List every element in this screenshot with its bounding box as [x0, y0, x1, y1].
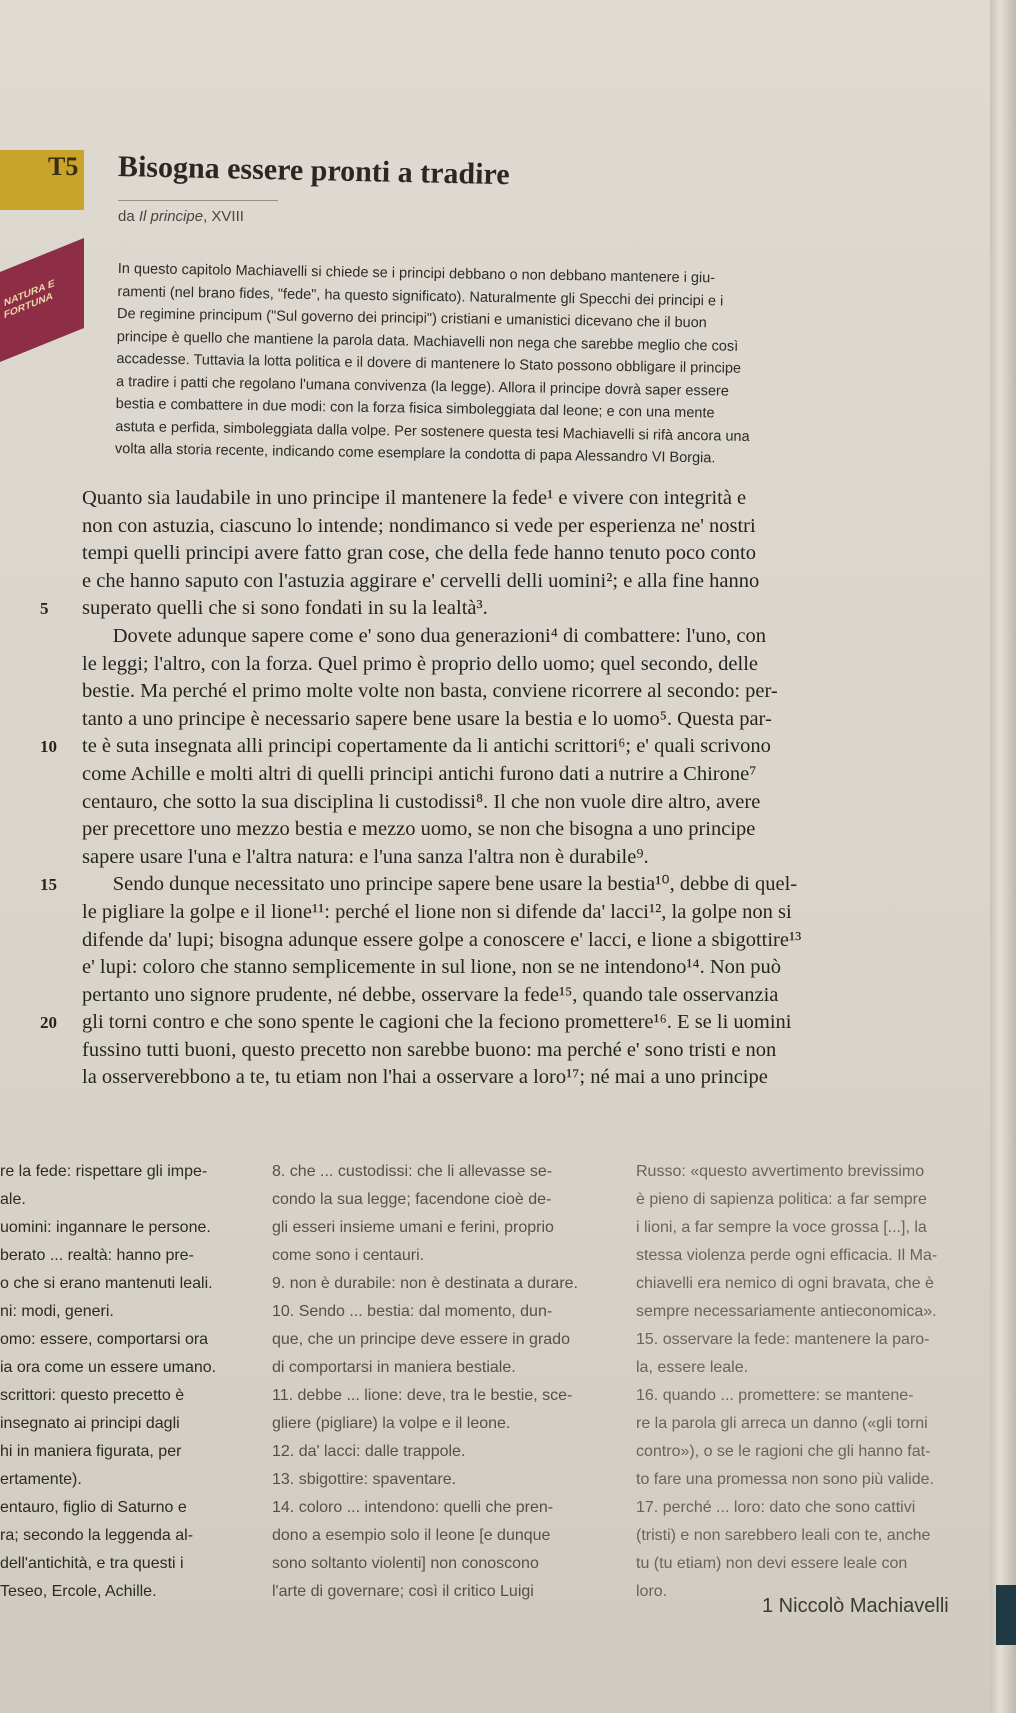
notes-column-1	[0, 1158, 270, 1606]
line-text: tempi quelli principi avere fatto gran cose, che della fede hanno tenuto poco conto	[82, 542, 756, 565]
note-line: ale.	[0, 1191, 26, 1208]
note-line: tu (tu etiam) non devi essere leale con	[636, 1555, 908, 1572]
line-number	[40, 789, 82, 817]
note-line: 9. non è durabile: non è destinata a durare.	[272, 1275, 578, 1292]
text-line	[40, 540, 940, 568]
text-line	[40, 899, 940, 927]
line-number	[40, 706, 82, 734]
note-line: insegnato ai principi dagli	[0, 1415, 180, 1432]
note-line: 12. da' lacci: dalle trappole.	[272, 1443, 466, 1460]
line-number	[40, 1064, 82, 1092]
note-line: ia ora come un essere umano.	[0, 1359, 217, 1376]
source-line	[118, 208, 244, 225]
note-line: 11. debbe ... lione: deve, tra le bestie, sce-	[272, 1387, 573, 1404]
intro-line: volta alla storia recente, indicando come esemplare la condotta di papa Alessandro VI Borgia.	[114, 440, 716, 467]
text-line	[40, 678, 940, 706]
note-line: 17. perché ... loro: dato che sono cattivi	[636, 1499, 916, 1516]
line-text: gli torni contro e che sono spente le cagioni che la feciono promettere¹⁶. E se li uomini	[82, 1011, 792, 1034]
line-text: e' lupi: coloro che stanno semplicemente in sul lione, non se ne intendono¹⁴. Non può	[82, 956, 782, 979]
note-line: hi in maniera figurata, per	[0, 1443, 182, 1460]
line-number	[40, 816, 82, 844]
line-text: difende da' lupi; bisogna adunque essere golpe a conoscere e' lacci, e lione a sbigottire¹³	[82, 928, 802, 951]
note-line: 14. coloro ... intendono: quelli che pren-	[272, 1499, 554, 1516]
source-work: Il principe	[138, 208, 204, 225]
line-number: 20	[40, 1013, 57, 1033]
note-line: loro.	[636, 1583, 668, 1600]
note-line: condo la sua legge; facendone cioè de-	[272, 1191, 552, 1208]
text-line	[40, 623, 940, 651]
line-text: sapere usare l'una e l'altra natura: e l'una sanza l'altra non è durabile⁹.	[82, 845, 649, 868]
note-line: que, che un principe deve essere in grado	[272, 1331, 570, 1348]
note-line: sempre necessariamente antieconomica».	[636, 1303, 937, 1320]
line-text: e che hanno saputo con l'astuzia aggirare e' cervelli delli uomini²; e alla fine hanno	[82, 569, 760, 592]
note-line: 16. quando ... promettere: se mantene-	[636, 1387, 914, 1404]
note-line: contro»), o se le ragioni che gli hanno fat-	[636, 1443, 931, 1460]
line-number	[40, 844, 82, 872]
note-line: Teseo, Ercole, Achille.	[0, 1583, 157, 1600]
line-number	[40, 927, 82, 955]
note-line: omo: essere, comportarsi ora	[0, 1331, 209, 1348]
text-line	[40, 1037, 940, 1065]
line-number	[40, 954, 82, 982]
note-line: Russo: «questo avvertimento brevissimo	[636, 1163, 925, 1180]
source-suffix: , XVIII	[203, 208, 244, 225]
text-line	[40, 485, 940, 513]
line-text: la osserverebbono a te, tu etiam non l'hai a osservare a loro¹⁷; né mai a uno principe	[82, 1066, 768, 1089]
line-number: 5	[40, 599, 49, 619]
line-number	[40, 623, 82, 651]
intro-paragraph	[115, 258, 918, 473]
intro-line: ramenti (nel brano fides, "fede", ha questo significato). Naturalmente gli Specchi dei principi e i	[117, 283, 724, 310]
note-line: la, essere leale.	[636, 1359, 749, 1376]
page-title: Bisogna essere pronti a tradire	[117, 150, 510, 192]
line-text: bestie. Ma perché el primo molte volte non basta, conviene ricorrere al secondo: per-	[82, 680, 778, 703]
note-line: chiavelli era nemico di ogni bravata, che è	[636, 1275, 934, 1292]
text-line	[40, 568, 940, 596]
line-text: per precettore uno mezzo bestia e mezzo uomo, se non che bisogna a uno principe	[82, 818, 756, 841]
line-number	[40, 513, 82, 541]
text-line	[40, 1064, 940, 1092]
intro-line: principe è quello che mantiene la parola data. Machiavelli non nega che sarebbe meglio che così	[116, 328, 739, 355]
note-line: ra; secondo la leggenda al-	[0, 1527, 194, 1544]
note-line: entauro, figlio di Saturno e	[0, 1499, 187, 1516]
note-line: ni: modi, generi.	[0, 1303, 114, 1320]
line-text: te è suta insegnata alli principi copertamente da li antichi scrittori⁶; e' quali scrivono	[82, 735, 771, 758]
text-line	[40, 1009, 940, 1037]
line-number	[40, 540, 82, 568]
text-line	[40, 651, 940, 679]
line-number	[40, 568, 82, 596]
main-text	[40, 485, 940, 1092]
text-line	[40, 595, 940, 623]
line-number	[40, 678, 82, 706]
text-line	[40, 513, 940, 541]
title-divider	[118, 200, 278, 201]
note-line: uomini: ingannare le persone.	[0, 1219, 211, 1236]
text-line	[40, 733, 940, 761]
line-number	[40, 761, 82, 789]
notes-column-3	[636, 1158, 996, 1606]
section-number: T5	[48, 152, 79, 181]
note-line: scrittori: questo precetto è	[0, 1387, 185, 1404]
intro-line: a tradire i patti che regolano l'umana convivenza (la legge). Allora il principe dovrà saper essere	[115, 373, 730, 400]
text-line	[40, 982, 940, 1010]
line-number	[40, 1037, 82, 1065]
line-text: Quanto sia laudabile in uno principe il mantenere la fede¹ e vivere con integrità e	[82, 487, 747, 509]
line-text: non con astuzia, ciascuno lo intende; nondimanco si vede per esperienza ne' nostri	[82, 514, 756, 537]
note-line: re la parola gli arreca un danno («gli torni	[636, 1415, 928, 1432]
note-line: 8. che ... custodissi: che li allevasse se-	[272, 1163, 553, 1180]
note-line: 15. osservare la fede: mantenere la paro-	[636, 1331, 930, 1348]
running-footer: 1 Niccolò Machiavelli	[762, 1595, 949, 1617]
text-line	[40, 927, 940, 955]
intro-line: astuta e perfida, simboleggiata dalla volpe. Per sostenere questa tesi Machiavelli si rifà ancora una	[115, 418, 750, 445]
note-line: ertamente).	[0, 1471, 82, 1488]
text-line	[40, 844, 940, 872]
line-text: le leggi; l'altro, con la forza. Quel primo è proprio dello uomo; quel secondo, delle	[82, 652, 759, 675]
line-number: 10	[40, 737, 57, 757]
note-line: (tristi) e non sarebbero leali con te, anche	[636, 1527, 931, 1544]
text-line	[40, 816, 940, 844]
note-line: 13. sbigottire: spaventare.	[272, 1471, 457, 1488]
note-line: dono a esempio solo il leone [e dunque	[272, 1527, 551, 1544]
line-number	[40, 982, 82, 1010]
source-prefix: da	[118, 208, 139, 225]
line-text: tanto a uno principe è necessario sapere bene usare la bestia e lo uomo⁵. Questa par-	[82, 707, 772, 730]
note-line: gliere (pigliare) la volpe e il leone.	[272, 1415, 511, 1432]
line-number	[40, 485, 82, 513]
text-line	[40, 789, 940, 817]
note-line: re la fede: rispettare gli impe-	[0, 1163, 208, 1180]
theme-ribbon: NATURA E FORTUNA	[0, 238, 84, 362]
note-line: di comportarsi in maniera bestiale.	[272, 1359, 516, 1376]
note-line: come sono i centauri.	[272, 1247, 425, 1264]
note-line: o che si erano mantenuti leali.	[0, 1275, 213, 1292]
note-line: l'arte di governare; così il critico Luigi	[272, 1583, 534, 1600]
note-line: sono soltanto violenti] non conoscono	[272, 1555, 539, 1572]
line-text: Dovete adunque sapere come e' sono dua generazioni⁴ di combattere: l'uno, con	[82, 624, 766, 647]
text-line	[40, 706, 940, 734]
note-line: gli esseri insieme umani e ferini, proprio	[272, 1219, 554, 1236]
note-line: berato ... realtà: hanno pre-	[0, 1247, 194, 1264]
line-text: Sendo dunque necessitato uno principe sapere bene usare la bestia¹⁰, debbe di quel-	[82, 873, 798, 896]
line-number	[40, 651, 82, 679]
line-number	[40, 899, 82, 927]
line-text: fussino tutti buoni, questo precetto non sarebbe buono: ma perché e' sono tristi e non	[82, 1038, 777, 1061]
note-line: to fare una promessa non sono più valide.	[636, 1471, 934, 1488]
line-text: centauro, che sotto la sua disciplina li custodissi⁸. Il che non vuole dire altro, avere	[82, 790, 761, 813]
note-line: i lioni, a far sempre la voce grossa [...], la	[636, 1219, 927, 1236]
line-number: 15	[40, 875, 57, 895]
line-text: le pigliare la golpe e il lione¹¹: perché el lione non si difende da' lacci¹², la golpe non si	[82, 900, 792, 923]
intro-line: accadesse. Tuttavia la lotta politica e il dovere di mantenere lo Stato possono obbligare il principe	[116, 350, 742, 377]
intro-line: bestia e combattere in due modi: con la forza fisica simboleggiata dal leone; e con una mente	[115, 395, 715, 422]
note-line: 10. Sendo ... bestia: dal momento, dun-	[272, 1303, 553, 1320]
text-line	[40, 871, 940, 899]
intro-line: In questo capitolo Machiavelli si chiede se i principi debbano o non debbano mantenere i giu-	[117, 260, 716, 287]
line-text: pertanto uno signore prudente, né debbe, osservare la fede¹⁵, quando tale osservanzia	[82, 983, 779, 1006]
note-line: dell'antichità, e tra questi i	[0, 1555, 184, 1572]
intro-line: De regimine principum ("Sul governo dei principi") cristiani e umanistici dicevano che il buon	[116, 305, 707, 332]
text-line	[40, 954, 940, 982]
corner-marker	[996, 1585, 1016, 1645]
line-text: come Achille e molti altri di quelli principi antichi furono dati a nutrire a Chirone⁷	[82, 762, 757, 785]
line-text: superato quelli che si sono fondati in su la lealtà³.	[82, 597, 488, 620]
note-line: è pieno di sapienza politica: a far sempre	[636, 1191, 927, 1208]
note-line: stessa violenza perde ogni efficacia. Il Ma-	[636, 1247, 938, 1264]
text-line	[40, 761, 940, 789]
notes-column-2	[272, 1158, 617, 1606]
